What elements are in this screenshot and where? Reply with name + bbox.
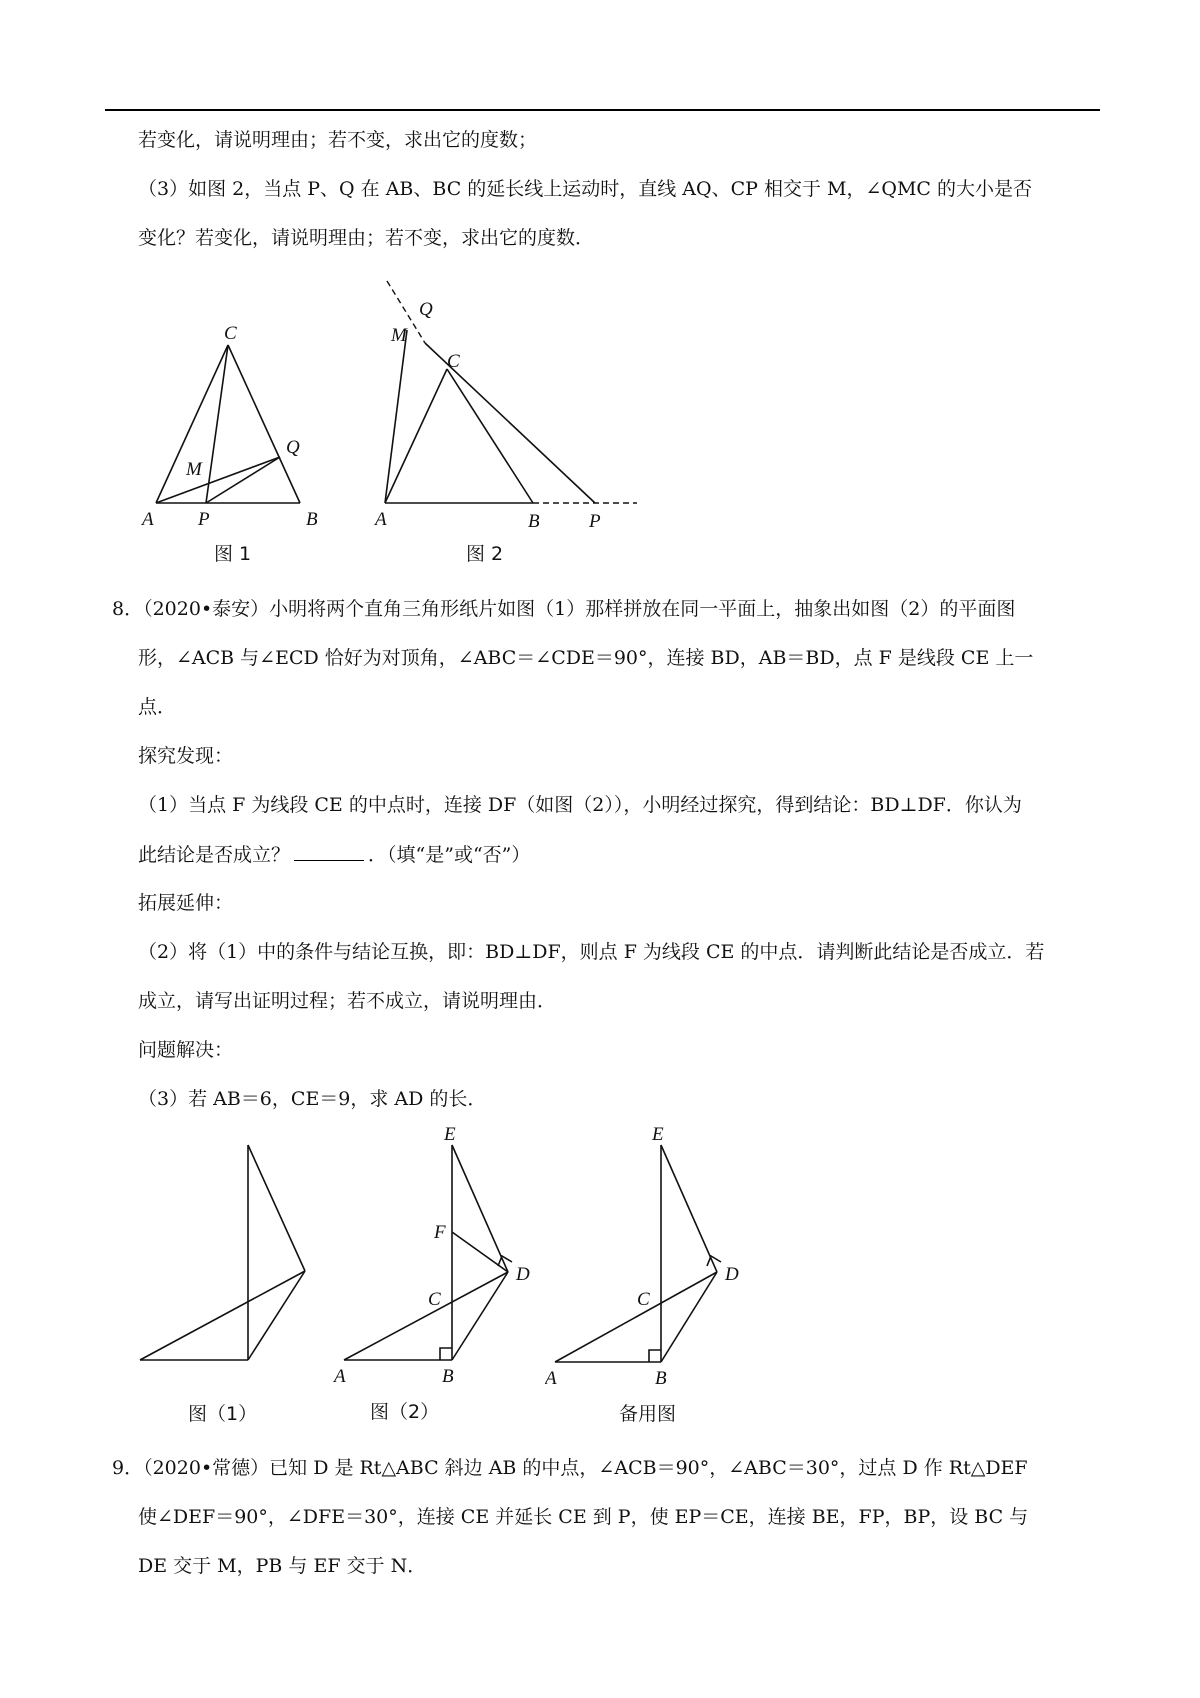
question-8-line: 8．（2020•泰安）小明将两个直角三角形纸片如图（1）那样拼放在同一平面上，抽象出如图（2）的平面图 <box>112 598 1016 620</box>
label-C: C <box>637 1289 650 1310</box>
label-E: E <box>652 1124 664 1145</box>
section-heading: 问题解决： <box>138 1039 234 1061</box>
answer-blank[interactable] <box>294 842 364 861</box>
label-B: B <box>442 1366 454 1387</box>
caption: 图 2 <box>466 543 504 565</box>
figure-5 <box>545 1120 765 1425</box>
text-line: （2）将（1）中的条件与结论互换，即：BD⊥DF，则点 F 为线段 CE 的中点．请判断此结论是否成立．若 <box>138 941 1045 963</box>
text-line: （1）当点 F 为线段 CE 的中点时，连接 DF（如图（2）），小明经过探究，得到结论：BD⊥DF．你认为 <box>138 794 1022 816</box>
text: ．（填“是”或“否”） <box>368 844 531 866</box>
caption: 图 1 <box>214 543 252 565</box>
label-A: A <box>375 509 387 530</box>
text: 此结论是否成立？ <box>138 844 291 866</box>
label-B: B <box>655 1368 667 1389</box>
text-line: 成立，请写出证明过程；若不成立，请说明理由． <box>138 990 557 1012</box>
figure-1 <box>140 325 340 565</box>
header-rule <box>105 109 1100 111</box>
label-B: B <box>528 511 540 532</box>
label-P: P <box>589 511 601 532</box>
label-D: D <box>516 1264 530 1285</box>
caption: 图（2） <box>370 1401 440 1423</box>
question-9-line: 9．（2020•常德）已知 D 是 Rt△ABC 斜边 AB 的中点，∠ACB＝90°，∠ABC＝30°，过点 D 作 Rt△DEF <box>112 1457 1028 1479</box>
label-C: C <box>428 1289 441 1310</box>
label-E: E <box>444 1124 456 1145</box>
figure-2 <box>365 275 655 565</box>
label-A: A <box>545 1368 557 1389</box>
caption: 备用图 <box>619 1403 677 1425</box>
text-line: 使∠DEF＝90°，∠DFE＝30°，连接 CE 并延长 CE 到 P，使 EP＝CE，连接 BE，FP，BP，设 BC 与 <box>138 1506 1029 1528</box>
label-A: A <box>142 509 154 530</box>
caption: 图（1） <box>188 1403 258 1425</box>
text-line: （3）若 AB＝6，CE＝9，求 AD 的长． <box>138 1088 487 1110</box>
section-heading: 拓展延伸： <box>138 892 234 914</box>
text-line <box>138 842 530 867</box>
label-C: C <box>224 325 237 344</box>
text-line: 点． <box>138 696 177 718</box>
text-line: 变化？若变化，请说明理由；若不变，求出它的度数． <box>138 227 595 249</box>
section-heading: 探究发现： <box>138 745 234 767</box>
label-M: M <box>391 325 407 346</box>
text-line: 若变化，请说明理由；若不变，求出它的度数； <box>138 129 538 151</box>
label-P: P <box>198 509 210 530</box>
label-D: D <box>725 1264 739 1285</box>
figure-4 <box>330 1120 550 1425</box>
label-A: A <box>334 1366 346 1387</box>
figure-3 <box>130 1135 330 1425</box>
text-line: （3）如图 2，当点 P、Q 在 AB、BC 的延长线上运动时，直线 AQ、CP 相交于 M，∠QMC 的大小是否 <box>138 178 1032 200</box>
label-F: F <box>434 1222 446 1243</box>
text-line: DE 交于 M，PB 与 EF 交于 N． <box>138 1555 427 1577</box>
text-line: 形，∠ACB 与∠ECD 恰好为对顶角，∠ABC＝∠CDE＝90°，连接 BD，AB＝BD，点 F 是线段 CE 上一 <box>138 647 1034 669</box>
label-Q: Q <box>419 299 433 320</box>
label-B: B <box>306 509 318 530</box>
label-Q: Q <box>286 437 300 458</box>
label-M: M <box>186 459 202 480</box>
label-C: C <box>447 351 460 372</box>
